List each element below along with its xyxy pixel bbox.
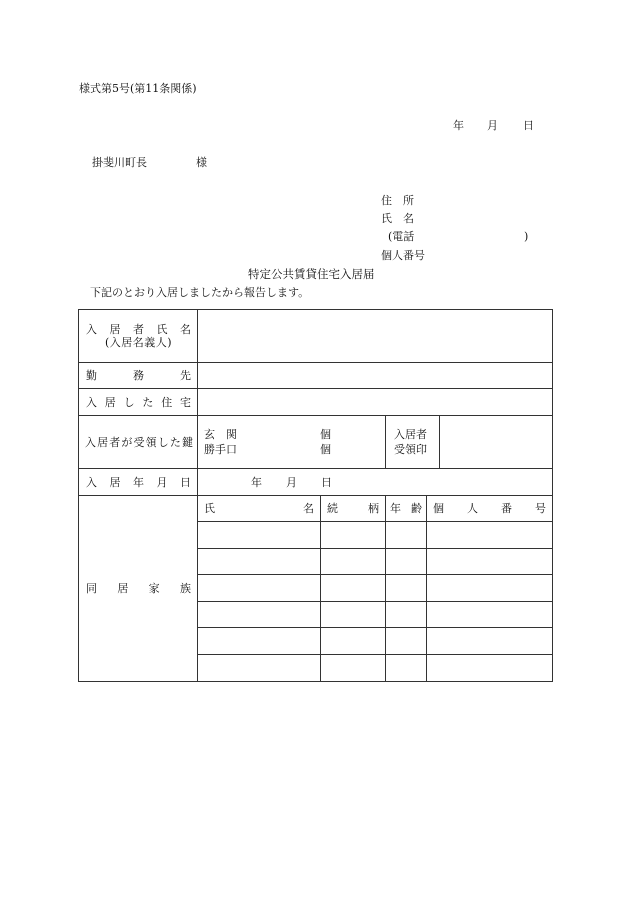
family-relation-cell[interactable]	[321, 602, 386, 628]
document-title: 特定公共賃貸住宅入居届	[248, 267, 375, 281]
residence-label: 入居した住宅	[79, 389, 198, 416]
family-label: 同居家族	[79, 496, 198, 682]
mynumber-label: 個人番号	[381, 249, 425, 262]
family-header-name: 氏名	[198, 496, 321, 522]
workplace-field[interactable]	[198, 363, 553, 389]
workplace-row	[79, 363, 553, 389]
occupant-name-row	[79, 310, 553, 363]
addressee: 掛斐川町長	[92, 156, 147, 169]
family-relation-cell[interactable]	[321, 549, 386, 575]
family-number-cell[interactable]	[427, 522, 553, 549]
application-table	[78, 309, 553, 682]
key-back-label: 勝手口	[204, 443, 237, 456]
occupant-name-sub-label: (入居名義人)	[104, 336, 173, 349]
occupant-name-label-cell	[79, 310, 198, 363]
family-number-cell[interactable]	[427, 602, 553, 628]
phone-label: (電話	[388, 230, 415, 243]
family-name-cell[interactable]	[198, 655, 321, 682]
address-label: 住 所	[381, 194, 414, 207]
honorific: 様	[196, 156, 207, 169]
family-number-cell[interactable]	[427, 575, 553, 602]
seal-label-2: 受領印	[394, 443, 427, 456]
key-front-unit: 個	[320, 428, 331, 441]
keys-label: 入居者が受領した鍵	[79, 416, 198, 469]
family-relation-cell[interactable]	[321, 575, 386, 602]
family-age-cell[interactable]	[386, 522, 427, 549]
date-day-label: 日	[523, 119, 534, 132]
keys-count-cell[interactable]	[198, 416, 386, 469]
family-age-cell[interactable]	[386, 575, 427, 602]
family-relation-cell[interactable]	[321, 628, 386, 655]
family-relation-cell[interactable]	[321, 522, 386, 549]
family-number-cell[interactable]	[427, 628, 553, 655]
family-relation-cell[interactable]	[321, 655, 386, 682]
family-name-cell[interactable]	[198, 522, 321, 549]
family-age-cell[interactable]	[386, 655, 427, 682]
family-header-row	[79, 496, 553, 522]
move-in-day: 日	[321, 476, 332, 489]
form-number: 様式第5号(第11条関係)	[79, 82, 197, 95]
move-in-year: 年	[251, 476, 262, 489]
seal-divider	[439, 416, 440, 468]
residence-row	[79, 389, 553, 416]
date-month-label: 月	[487, 119, 498, 132]
family-number-cell[interactable]	[427, 549, 553, 575]
family-name-cell[interactable]	[198, 549, 321, 575]
key-front-label: 玄 関	[204, 428, 237, 441]
occupant-name-field[interactable]	[198, 310, 553, 363]
move-in-date-field[interactable]	[198, 469, 553, 496]
residence-field[interactable]	[198, 389, 553, 416]
family-header-relation: 続柄	[321, 496, 386, 522]
family-name-cell[interactable]	[198, 628, 321, 655]
family-header-age: 年齢	[386, 496, 427, 522]
family-number-cell[interactable]	[427, 655, 553, 682]
seal-cell	[386, 416, 553, 469]
move-in-label: 入居年月日	[79, 469, 198, 496]
workplace-label: 勤務先	[79, 363, 198, 389]
family-age-cell[interactable]	[386, 628, 427, 655]
family-name-cell[interactable]	[198, 575, 321, 602]
seal-label-1: 入居者	[394, 428, 427, 441]
key-back-unit: 個	[320, 443, 331, 456]
occupant-name-label: 入居者氏名	[86, 323, 191, 336]
intro-text: 下記のとおり入居しましたから報告します。	[90, 286, 310, 299]
keys-row	[79, 416, 553, 469]
date-year-label: 年	[453, 119, 464, 132]
family-header-number: 個人番号	[427, 496, 553, 522]
move-in-month: 月	[286, 476, 297, 489]
move-in-row	[79, 469, 553, 496]
family-age-cell[interactable]	[386, 549, 427, 575]
family-name-cell[interactable]	[198, 602, 321, 628]
name-label: 氏 名	[381, 212, 414, 225]
family-age-cell[interactable]	[386, 602, 427, 628]
phone-close: )	[524, 230, 529, 243]
